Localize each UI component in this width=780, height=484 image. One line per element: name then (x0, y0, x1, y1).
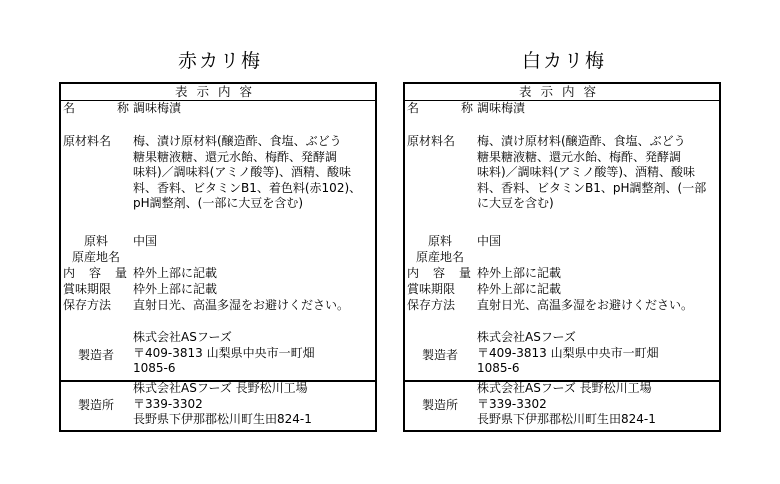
storage-value: 直射日光、高温多湿をお避けください。 (133, 298, 350, 312)
content-label-2: 容 (432, 266, 445, 280)
factory-value (477, 381, 715, 428)
ingredients-line: 料、香料、ビタミンB1、着色料(赤102)、 (133, 180, 362, 195)
expiry-label: 賞味期限 (407, 282, 456, 296)
name-value: 調味梅漬 (477, 101, 526, 115)
expiry-value: 枠外上部に記載 (133, 282, 218, 296)
name-value: 調味梅漬 (133, 101, 182, 115)
manufacturer-line: 1085-6 (477, 361, 520, 375)
manufacturer-line: 株式会社ASフーズ (133, 330, 232, 344)
factory-line: 〒339-3302 (477, 396, 547, 411)
ingredients-label: 原材料名 (407, 134, 456, 148)
manufacturer-value (477, 330, 715, 377)
expiry-label: 賞味期限 (63, 282, 112, 296)
box-header: 表示内容 (518, 84, 605, 99)
factory-value (133, 381, 371, 428)
origin-value: 中国 (477, 234, 502, 248)
ingredients-line: pH調整剤、(一部に大豆を含む) (133, 196, 304, 210)
ingredients-line: 味料)／調味料(アミノ酸等)、酒精、酸味 (133, 165, 352, 179)
manufacturer-line: 1085-6 (133, 361, 176, 375)
manufacturer-value (133, 330, 371, 377)
factory-label: 製造所 (421, 398, 458, 412)
content-label-1: 内 (407, 266, 420, 280)
factory-line: 〒339-3302 (133, 396, 203, 411)
content-value: 枠外上部に記載 (477, 266, 562, 280)
box-header: 表示内容 (174, 84, 261, 99)
ingredients-line: 料、香料、ビタミンB1、pH調整剤、(一部 (477, 180, 707, 195)
ingredients-line: 糖果糖液糖、還元水飴、梅酢、発酵調 (477, 149, 682, 164)
storage-label: 保存方法 (63, 298, 112, 312)
expiry-value: 枠外上部に記載 (477, 282, 562, 296)
content-label (63, 266, 127, 282)
content-label-3: 量 (458, 266, 471, 280)
name-label (63, 101, 129, 117)
manufacturer-line: 〒409-3813 山梨県中央市一町畑 (133, 345, 315, 360)
origin-label-1: 原料 (427, 234, 452, 248)
content-value: 枠外上部に記載 (133, 266, 218, 280)
ingredients-line: 味料)／調味料(アミノ酸等)、酒精、酸味 (477, 165, 696, 179)
manufacturer-line: 〒409-3813 山梨県中央市一町畑 (477, 345, 659, 360)
origin-label-2: 原産地名 (415, 249, 464, 264)
name-label-2: 称 (116, 101, 129, 115)
origin-label (407, 234, 473, 265)
label-box-red (59, 82, 377, 432)
label-box-white (403, 82, 721, 432)
ingredients-value (477, 134, 715, 212)
origin-label (63, 234, 129, 265)
ingredients-line: に大豆を含む) (477, 196, 554, 210)
origin-value: 中国 (133, 234, 158, 248)
ingredients-label: 原材料名 (63, 134, 112, 148)
factory-line: 長野県下伊那郡松川町生田824-1 (133, 412, 312, 426)
content-label-3: 量 (114, 266, 127, 280)
storage-value: 直射日光、高温多湿をお避けください。 (477, 298, 694, 312)
panel-title-red: 赤カリ梅 (177, 50, 262, 72)
ingredients-line: 糖果糖液糖、還元水飴、梅酢、発酵調 (133, 149, 338, 164)
origin-label-1: 原料 (83, 234, 108, 248)
manufacturer-label: 製造者 (421, 348, 458, 362)
factory-line: 株式会社ASフーズ 長野松川工場 (477, 381, 652, 395)
factory-label: 製造所 (77, 398, 114, 412)
manufacturer-line: 株式会社ASフーズ (477, 330, 576, 344)
storage-label: 保存方法 (407, 298, 456, 312)
name-label (407, 101, 473, 117)
ingredients-line: 梅、漬け原材料(醸造酢、食塩、ぶどう (477, 134, 686, 148)
panel-title-white: 白カリ梅 (521, 50, 606, 72)
name-label-2: 称 (460, 101, 473, 115)
name-label-1: 名 (63, 101, 76, 115)
ingredients-line: 梅、漬け原材料(醸造酢、食塩、ぶどう (133, 134, 342, 148)
factory-line: 長野県下伊那郡松川町生田824-1 (477, 412, 656, 426)
name-label-1: 名 (407, 101, 420, 115)
manufacturer-label: 製造者 (77, 348, 114, 362)
content-label-2: 容 (88, 266, 101, 280)
ingredients-value (133, 134, 371, 212)
origin-label-2: 原産地名 (71, 249, 120, 264)
content-label (407, 266, 471, 282)
factory-line: 株式会社ASフーズ 長野松川工場 (133, 381, 308, 395)
content-label-1: 内 (63, 266, 76, 280)
